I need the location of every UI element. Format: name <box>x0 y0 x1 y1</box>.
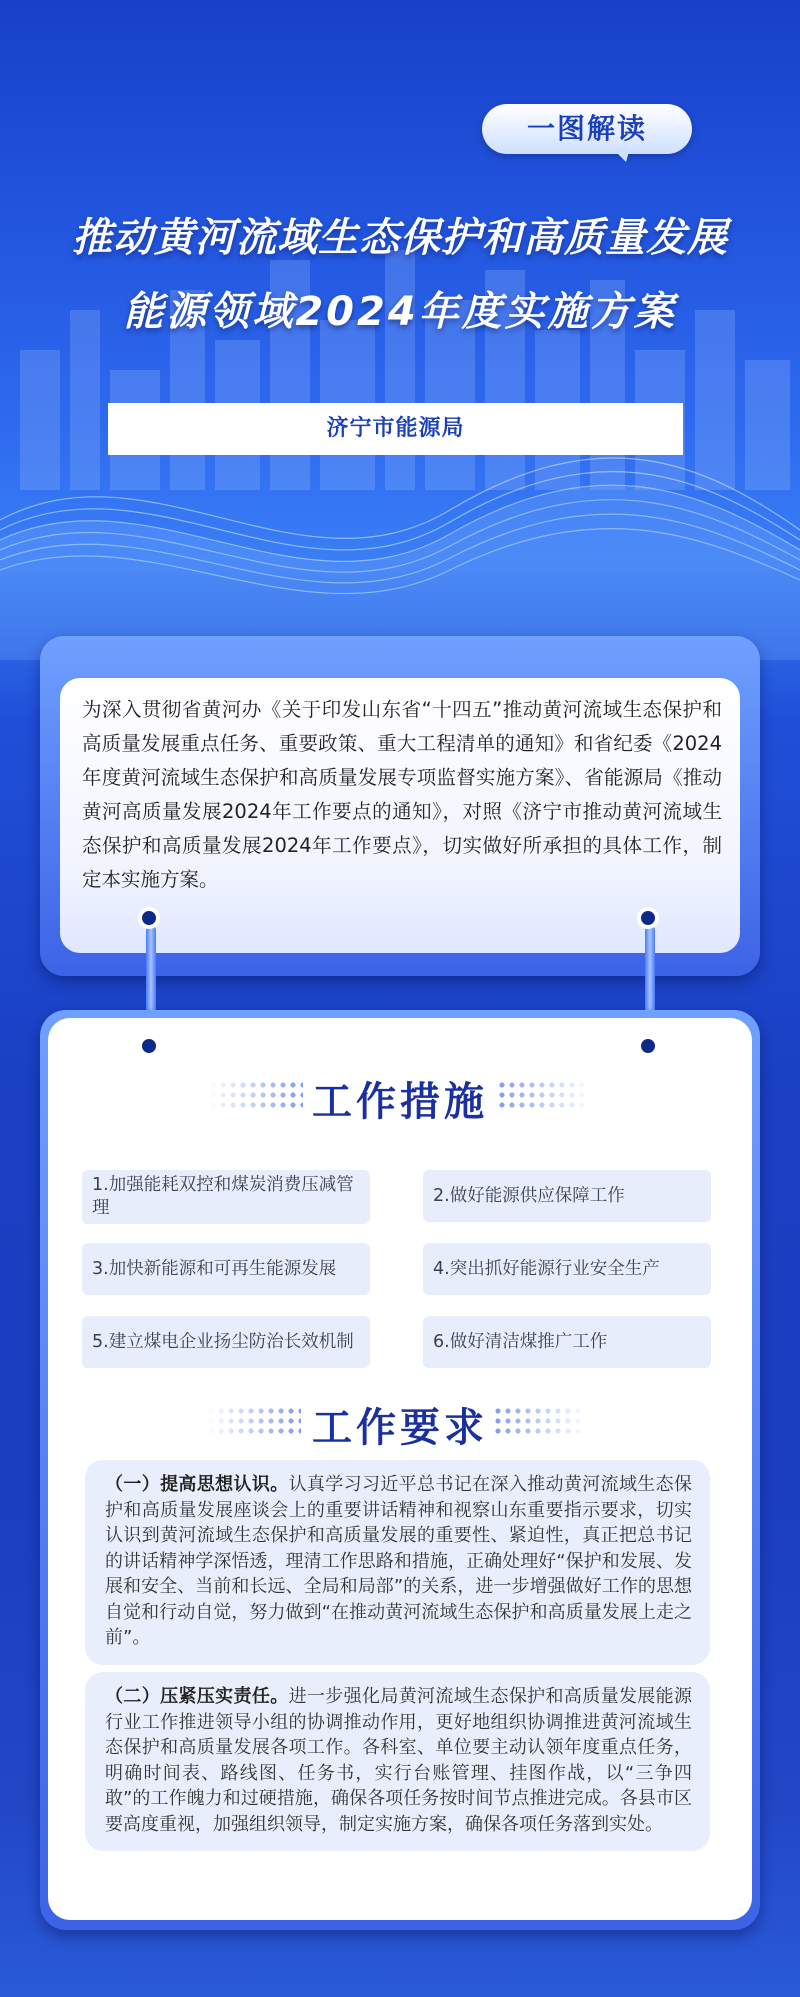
heading-dots-right <box>497 1080 592 1110</box>
requirements-heading: 工作要求 <box>312 1405 488 1451</box>
measure-item-2: 2.做好能源供应保障工作 <box>423 1170 711 1222</box>
requirement-item-1 <box>85 1460 710 1665</box>
page-title-line1: 推动黄河流域生态保护和高质量发展 <box>72 215 728 261</box>
measure-item-4: 4.突出抓好能源行业安全生产 <box>423 1243 711 1295</box>
organization-label: 济宁市能源局 <box>108 403 683 455</box>
measures-heading: 工作措施 <box>312 1079 488 1125</box>
requirement-body: 认真学习习近平总书记在深入推动黄河流域生态保护和高质量发展座谈会上的重要讲话精神和视察山东重要指示要求，切实认识到黄河流域生态保护和高质量发展的重要性、紧迫性，真正把总书记的讲话精神学深悟透，理清工作思路和措施，正确处理好“保护和发展、发展和安全、当前和长远、全局和局部”的关系，进一步增强做好工作的思想自觉和行动自觉，努力做到“在推动黄河流域生态保护和高质量发展上走之前”。 <box>105 1474 693 1648</box>
requirement-lead: （一）提高思想认识。 <box>105 1474 289 1495</box>
measure-item-3: 3.加快新能源和可再生能源发展 <box>82 1243 370 1295</box>
left-top-ring <box>138 907 160 929</box>
right-top-ring <box>637 907 659 929</box>
requirement-item-2 <box>85 1672 710 1851</box>
measure-item-6: 6.做好清洁煤推广工作 <box>423 1316 711 1368</box>
badge-graphic-interpretation: 一图解读 <box>482 104 692 154</box>
left-bottom-ring <box>138 1035 160 1057</box>
requirement-lead: （二）压紧压实责任。 <box>105 1686 289 1707</box>
requirement-body: 进一步强化局黄河流域生态保护和高质量发展能源行业工作推进领导小组的协调推动作用，更好地组织协调推进黄河流域生态保护和高质量发展各项工作。各科室、单位要主动认领年度重点任务，明确时间表、路线图、任务书，实行台账管理、挂图作战，以“三争四敢”的工作魄力和过硬措施，确保各项任务按时间节点推进完成。各县市区要高度重视，加强组织领导，制定实施方案，确保各项任务落到实处。 <box>105 1686 693 1835</box>
right-bottom-ring <box>637 1035 659 1057</box>
badge-tail <box>612 148 630 162</box>
heading-dots-right <box>493 1406 588 1436</box>
measure-item-5: 5.建立煤电企业扬尘防治长效机制 <box>82 1316 370 1368</box>
page-title-line2: 能源领域2024年度实施方案 <box>123 289 677 335</box>
intro-text: 为深入贯彻省黄河办《关于印发山东省“十四五”推动黄河流域生态保护和高质量发展重点任务、重要政策、重大工程清单的通知》和省纪委《2024年度黄河流域生态保护和高质量发展专项监督实施方案》、省能源局《推动黄河高质量发展2024年工作要点的通知》，对照《济宁市推动黄河流域生态保护和高质量发展2024年工作要点》，切实做好所承担的具体工作，制定本实施方案。 <box>82 698 722 891</box>
measure-item-1: 1.加强能耗双控和煤炭消费压减管理 <box>82 1170 370 1224</box>
